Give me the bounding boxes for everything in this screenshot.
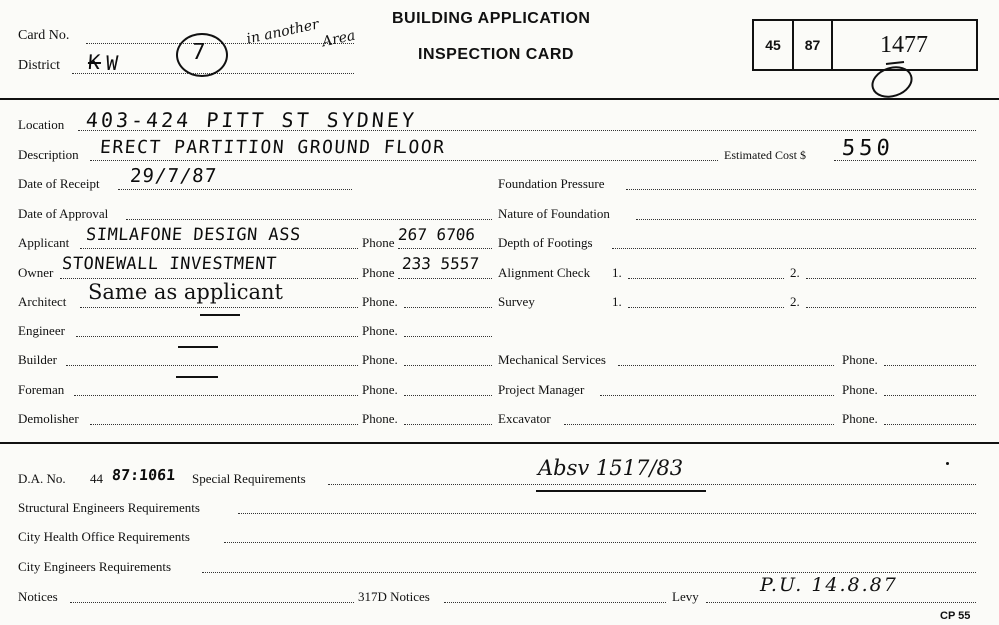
demolisher-label: Demolisher (18, 411, 79, 426)
engineer-phone-label: Phone. (362, 323, 398, 338)
date-of-receipt-label: Date of Receipt (18, 176, 100, 191)
number-box-a: 45 (765, 37, 781, 53)
da-no-label: D.A. No. (18, 471, 66, 486)
excavator-phone-line (884, 424, 976, 425)
architect-value: Same as applicant (88, 280, 283, 304)
applicant-phone-label: Phone (362, 235, 395, 250)
description-value: ERECT PARTITION GROUND FLOOR (99, 137, 447, 158)
special-requirements-label: Special Requirements (192, 471, 306, 486)
architect-line (80, 307, 358, 308)
handwritten-note-line1: in another (245, 16, 321, 48)
owner-phone-label: Phone (362, 265, 395, 280)
foreman-phone-label: Phone. (362, 382, 398, 397)
description-label: Description (18, 147, 79, 162)
handwritten-note-line2: Area (320, 27, 357, 51)
district-label: District (18, 58, 60, 73)
survey-1-line (628, 307, 784, 308)
survey-2-line (806, 307, 976, 308)
alignment-check-2: 2. (790, 265, 800, 280)
architect-label: Architect (18, 294, 67, 309)
excavator-phone-label: Phone. (842, 411, 878, 426)
number-box-b: 87 (804, 37, 821, 53)
card-no-label: Card No. (18, 28, 70, 43)
demolisher-line (90, 424, 358, 425)
structural-engineers-line (238, 513, 976, 514)
owner-phone-line (398, 278, 492, 279)
builder-label: Builder (18, 352, 57, 367)
mechanical-services-phone-line (884, 365, 976, 366)
owner-phone-value: 233 5557 (401, 254, 480, 273)
mechanical-services-line (618, 365, 834, 366)
nature-of-foundation-label: Nature of Foundation (498, 206, 610, 221)
foreman-underline (176, 376, 218, 378)
da-no-value: 87:1061 (111, 466, 176, 484)
da-no-prefix: 44 (90, 471, 103, 486)
applicant-label: Applicant (18, 235, 70, 250)
city-engineers-label: City Engineers Requirements (18, 559, 172, 574)
depth-of-footings-line (612, 248, 976, 249)
owner-label: Owner (18, 265, 54, 280)
alignment-check-1: 1. (612, 265, 622, 280)
owner-value: STONEWALL INVESTMENT (61, 254, 278, 274)
builder-phone-label: Phone. (362, 352, 398, 367)
special-requirements-line (328, 484, 976, 485)
date-of-approval-label: Date of Approval (18, 206, 109, 221)
project-manager-line (600, 395, 834, 396)
demolisher-phone-line (404, 424, 492, 425)
date-of-receipt-value: 29/7/87 (129, 165, 218, 187)
notices-317d-line (444, 602, 666, 603)
nature-of-foundation-line (636, 219, 976, 220)
circled-number: 7 (191, 40, 208, 65)
engineer-underline (178, 346, 218, 348)
number-box-divider-2 (831, 19, 833, 71)
project-manager-phone-label: Phone. (842, 382, 878, 397)
form-code: CP 55 (940, 610, 971, 622)
applicant-phone-value: 267 6706 (397, 225, 476, 244)
notices-line (70, 602, 354, 603)
notices-label: Notices (18, 589, 58, 604)
owner-line (60, 278, 358, 279)
architect-phone-label: Phone. (362, 294, 398, 309)
district-struck-value: K (87, 50, 102, 74)
special-requirements-value: Absv 1517/83 (538, 456, 684, 480)
speck-mark (946, 462, 949, 465)
depth-of-footings-label: Depth of Footings (498, 235, 593, 250)
applicant-value: SIMLAFONE DESIGN ASS (85, 225, 302, 245)
architect-underline (200, 314, 240, 316)
survey-1: 1. (612, 294, 622, 309)
special-requirements-underline (536, 490, 706, 492)
builder-line (66, 365, 358, 366)
survey-label: Survey (498, 294, 535, 309)
applicant-line (80, 248, 358, 249)
city-health-office-label: City Health Office Requirements (18, 529, 190, 544)
builder-phone-line (404, 365, 492, 366)
demolisher-phone-label: Phone. (362, 411, 398, 426)
levy-label: Levy (672, 589, 699, 604)
engineer-line (76, 336, 358, 337)
foundation-pressure-label: Foundation Pressure (498, 176, 605, 191)
foreman-label: Foreman (18, 382, 65, 397)
applicant-phone-line (398, 248, 492, 249)
project-manager-label: Project Manager (498, 382, 585, 397)
structural-engineers-label: Structural Engineers Requirements (18, 500, 200, 515)
levy-line (706, 602, 976, 603)
alignment-check-1-line (628, 278, 784, 279)
excavator-label: Excavator (498, 411, 551, 426)
card-title-line1: BUILDING APPLICATION (392, 10, 591, 27)
engineer-label: Engineer (18, 323, 65, 338)
middle-divider (0, 442, 999, 444)
survey-2: 2. (790, 294, 800, 309)
city-health-office-line (224, 542, 976, 543)
alignment-check-label: Alignment Check (498, 265, 591, 280)
description-line (90, 160, 718, 161)
foundation-pressure-line (626, 189, 976, 190)
foreman-phone-line (404, 395, 492, 396)
estimated-cost-value: 550 (841, 136, 895, 161)
engineer-phone-line (404, 336, 492, 337)
application-number: 1477 (880, 32, 928, 58)
estimated-cost-label: Estimated Cost $ (724, 148, 806, 162)
notices-317d-label: 317D Notices (358, 589, 430, 604)
mechanical-services-label: Mechanical Services (498, 352, 606, 367)
foreman-line (74, 395, 358, 396)
date-of-receipt-line (118, 189, 352, 190)
levy-value: P.U. 14.8.87 (760, 574, 898, 596)
location-label: Location (18, 117, 65, 132)
district-value: W (105, 51, 120, 75)
top-divider (0, 98, 999, 100)
alignment-check-2-line (806, 278, 976, 279)
mechanical-services-phone-label: Phone. (842, 352, 878, 367)
location-value: 403-424 PITT ST SYDNEY (85, 108, 418, 132)
project-manager-phone-line (884, 395, 976, 396)
city-engineers-line (202, 572, 976, 573)
excavator-line (564, 424, 834, 425)
architect-phone-line (404, 307, 492, 308)
card-title-line2: INSPECTION CARD (418, 46, 574, 63)
date-of-approval-line (126, 219, 492, 220)
